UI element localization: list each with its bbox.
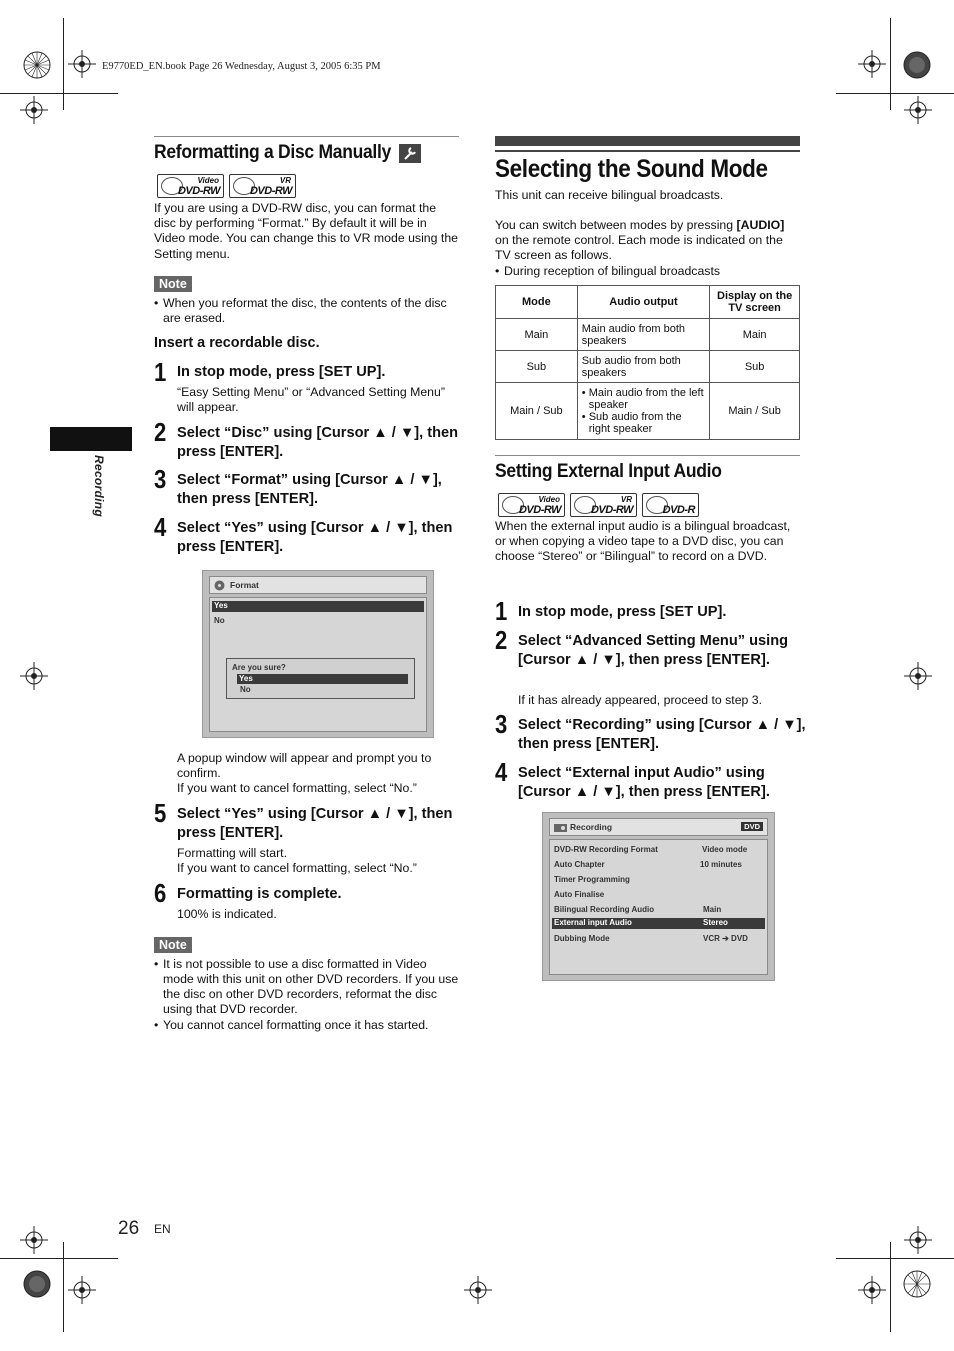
table-cell: Main / Sub <box>496 383 578 440</box>
menu-row-label[interactable]: Timer Programming <box>554 875 630 884</box>
page-number: 26 <box>118 1218 140 1239</box>
note-list: • It is not possible to use a disc formatted in Video mode with this unit on other DVD recorders. If you use the disc on other DVD recorders, reformat the disc using that DVD recorder. • You cannot cancel formatting once it has started. <box>154 957 459 1032</box>
intro-text: If you are using a DVD-RW disc, you can format the disc by performing “Format.” By default it will be in Video mode. You can change this to VR mode using the Setting menu. <box>154 201 458 261</box>
table-cell: Sub audio from both speakers <box>577 351 710 383</box>
screen-titlebar: Recording DVD <box>549 818 768 836</box>
popup-explanation: A popup window will appear and prompt you to confirm. If you want to cancel formatting, select “No.” <box>177 751 432 795</box>
screen-body <box>549 839 768 975</box>
step-text: In stop mode, press [SET UP]. <box>518 604 727 620</box>
page-language: EN <box>154 1222 171 1236</box>
side-tab <box>50 427 132 451</box>
step-number: 3 <box>495 709 508 739</box>
dvd-rw-video-logo: Video DVD-RW <box>157 174 224 198</box>
table-cell: Main / Sub <box>710 383 800 440</box>
section-title: Reformatting a Disc Manually <box>154 142 392 163</box>
table-cell: Main <box>710 319 800 351</box>
step-number: 1 <box>495 596 508 626</box>
step-number: 6 <box>154 878 167 908</box>
note-badge: Note <box>154 937 192 953</box>
section-rule <box>495 455 800 456</box>
screen-body <box>209 597 427 732</box>
menu-row-value: 10 minutes <box>700 860 742 869</box>
popup-question: Are you sure? <box>232 663 286 672</box>
dvd-badge: DVD <box>741 822 763 831</box>
registration-dark-icon <box>902 50 932 80</box>
step-text: Select “External input Audio” using [Cursor ▲ / ▼], then press [ENTER]. <box>518 765 770 800</box>
step-text: Select “Recording” using [Cursor ▲ / ▼], then press [ENTER]. <box>518 717 806 752</box>
crosshair-icon <box>904 1226 932 1254</box>
popup-yes[interactable]: Yes <box>237 674 408 684</box>
table-cell: Sub <box>496 351 578 383</box>
step-text: In stop mode, press [SET UP]. <box>177 364 386 380</box>
external-intro: When the external input audio is a bilingual broadcast, or when copying a video tape to a DVD disc, you can choose “Stereo” or “Bilingual” to record on a DVD. <box>495 519 791 564</box>
step-number: 5 <box>154 798 167 828</box>
title-bar-decor <box>495 136 800 146</box>
crosshair-icon <box>858 50 886 78</box>
bilingual-intro: This unit can receive bilingual broadcasts. <box>495 188 724 202</box>
step-number: 1 <box>154 357 167 387</box>
section-title: Setting External Input Audio <box>495 461 722 482</box>
side-label: Recording <box>92 455 106 518</box>
menu-row-value: Main <box>703 905 722 914</box>
step-text: Select “Format” using [Cursor ▲ / ▼], then press [ENTER]. <box>177 472 442 507</box>
registration-target-icon <box>22 50 52 80</box>
table-header: Display on the TV screen <box>710 286 800 319</box>
menu-row-label[interactable]: Auto Chapter <box>554 860 605 869</box>
section-rule <box>154 136 459 137</box>
audio-switch-text: You can switch between modes by pressing [AUDIO] on the remote control. Each mode is indicated on the TV screen as follows. <box>495 218 785 263</box>
step-text: Formatting is complete. <box>177 886 342 902</box>
dvd-r-logo: DVD-R <box>642 493 699 517</box>
confirm-popup <box>226 658 415 699</box>
screen-titlebar: Format <box>209 576 427 594</box>
crosshair-icon <box>464 1276 492 1304</box>
crosshair-icon <box>20 96 48 124</box>
page-section-title: Selecting the Sound Mode <box>495 155 768 183</box>
crosshair-icon <box>68 50 96 78</box>
step-text: Select “Yes” using [Cursor ▲ / ▼], then press [ENTER]. <box>177 520 453 555</box>
table-header: Audio output <box>577 286 710 319</box>
format-screen <box>202 570 434 738</box>
table-header: Mode <box>496 286 578 319</box>
crosshair-icon <box>68 1276 96 1304</box>
dvd-rw-video-logo: Video DVD-RW <box>498 493 565 517</box>
sound-mode-table <box>495 285 800 440</box>
disc-icon <box>214 580 225 591</box>
menu-row-value: VCR ➔ DVD <box>703 934 748 943</box>
wrench-icon <box>399 144 421 163</box>
menu-row-label[interactable]: Auto Finalise <box>554 890 605 899</box>
step-text: Select “Yes” using [Cursor ▲ / ▼], then press [ENTER]. <box>177 806 453 841</box>
option-yes-highlight[interactable]: Yes <box>212 601 424 612</box>
note-badge: Note <box>154 276 192 292</box>
popup-no[interactable]: No <box>240 685 251 694</box>
table-cell: Main <box>496 319 578 351</box>
insert-instruction: Insert a recordable disc. <box>154 335 320 351</box>
step-number: 2 <box>495 625 508 655</box>
registration-target-icon <box>902 1269 932 1299</box>
table-cell: • Main audio from the left speaker • Sub audio from the right speaker <box>577 383 710 440</box>
file-header: E9770ED_EN.book Page 26 Wednesday, August 3, 2005 6:35 PM <box>102 61 381 72</box>
crosshair-icon <box>20 662 48 690</box>
step-detail: Formatting will start. If you want to cancel formatting, select “No.” <box>177 846 417 875</box>
menu-row-label[interactable]: Bilingual Recording Audio <box>554 905 655 914</box>
menu-row-selected[interactable]: External input Audio Stereo <box>552 918 765 929</box>
table-cell: Sub <box>710 351 800 383</box>
title-rule <box>495 150 800 152</box>
dvd-rw-vr-logo: VR DVD-RW <box>570 493 637 517</box>
crosshair-icon <box>858 1276 886 1304</box>
step-number: 2 <box>154 417 167 447</box>
table-cell: Main audio from both speakers <box>577 319 710 351</box>
step-detail: 100% is indicated. <box>177 907 277 921</box>
step-number: 4 <box>154 512 167 542</box>
registration-dark-icon <box>22 1269 52 1299</box>
step-text: Select “Disc” using [Cursor ▲ / ▼], then press [ENTER]. <box>177 425 459 460</box>
menu-row-label[interactable]: Dubbing Mode <box>554 934 610 943</box>
menu-row-value: Video mode <box>702 845 748 854</box>
step-number: 4 <box>495 757 508 787</box>
step-number: 3 <box>154 464 167 494</box>
step-detail: “Easy Setting Menu” or “Advanced Setting Menu” will appear. <box>177 385 445 414</box>
option-no[interactable]: No <box>214 616 225 625</box>
recording-screen <box>542 812 775 981</box>
menu-row-label[interactable]: DVD-RW Recording Format <box>554 845 658 854</box>
dvd-rw-vr-logo: VR DVD-RW <box>229 174 296 198</box>
bilingual-bullet: • During reception of bilingual broadcasts <box>495 264 721 278</box>
step-detail: If it has already appeared, proceed to step 3. <box>518 693 763 707</box>
recorder-icon <box>554 822 567 833</box>
crosshair-icon <box>20 1226 48 1254</box>
note-item: • When you reformat the disc, the contents of the disc are erased. <box>154 296 447 325</box>
crosshair-icon <box>904 96 932 124</box>
step-text: Select “Advanced Setting Menu” using [Cursor ▲ / ▼], then press [ENTER]. <box>518 633 789 668</box>
crosshair-icon <box>904 662 932 690</box>
